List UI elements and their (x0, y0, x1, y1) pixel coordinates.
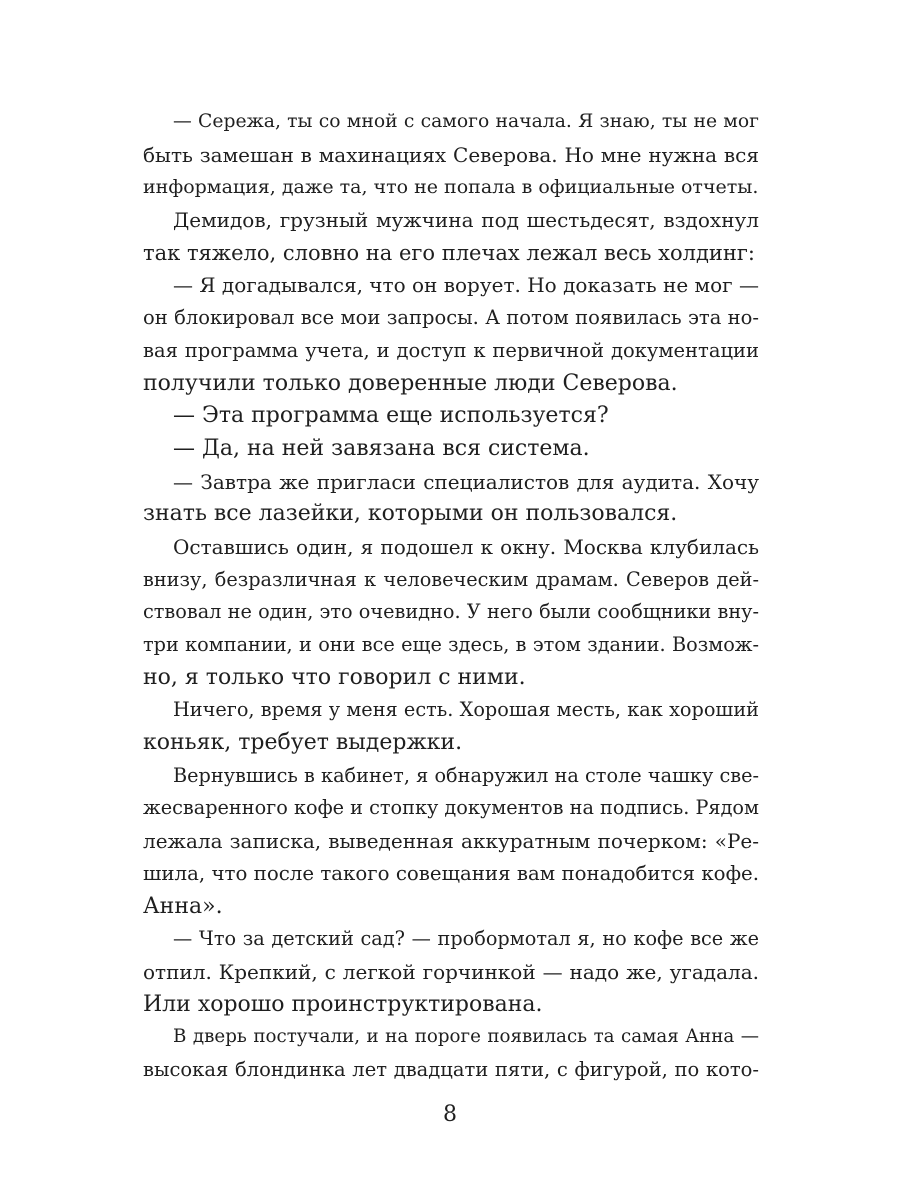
text-line: вая программа учета, и доступ к первичной документации (143, 338, 759, 362)
text-line: — Я догадывался, что он ворует. Но доказать не мог — (173, 273, 759, 298)
text-line: шила, что после такого совещания вам понадобится кофе. (143, 861, 759, 885)
body-text (143, 106, 759, 1087)
text-line: знать все лазейки, которыми он пользовался. (143, 501, 678, 527)
text-line: внизу, безразличная к человеческим драмам. Северов дей- (143, 567, 759, 591)
text-line: — Что за детский сад? — пробормотал я, но кофе все же (173, 927, 759, 951)
text-line: — Эта программа еще используется? (173, 403, 609, 429)
text-line: Вернувшись в кабинет, я обнаружил на столе чашку све- (173, 763, 759, 787)
text-line: отпил. Крепкий, с легкой горчинкой — надо же, угадала. (143, 959, 759, 984)
text-line: информация, даже та, что не попала в официальные отчеты. (143, 176, 759, 199)
text-line: ствовал не один, это очевидно. У него были сообщники вну- (143, 600, 759, 624)
text-line: получили только доверенные люди Северова. (143, 370, 678, 396)
text-line: высокая блондинка лет двадцати пяти, с фигурой, по кото- (143, 1057, 759, 1081)
text-line: — Завтра же пригласи специалистов для аудита. Хочу (173, 469, 759, 494)
text-line: В дверь постучали, и на пороге появилась та самая Анна — (173, 1026, 759, 1048)
page-number: 8 (443, 1102, 457, 1127)
text-line: Ничего, время у меня есть. Хорошая месть, как хороший (173, 698, 759, 722)
text-line: так тяжело, словно на его плечах лежал весь холдинг: (143, 240, 755, 265)
text-line: Анна». (143, 893, 223, 919)
text-line: лежала записка, выведенная аккуратным почерком: «Ре- (143, 829, 759, 854)
text-line: — Сережа, ты со мной с самого начала. Я знаю, ты не мог (173, 111, 759, 132)
text-line: жесваренного кофе и стопку документов на подпись. Рядом (143, 796, 759, 820)
text-line: три компании, и они все еще здесь, в этом здании. Возмож- (143, 633, 759, 656)
text-line: Оставшись один, я подошел к окну. Москва клубилась (173, 534, 759, 559)
text-line: он блокировал все мои запросы. А потом появилась эта но- (143, 306, 759, 330)
text-line: быть замешан в махинациях Северова. Но мне нужна вся (143, 142, 759, 167)
text-line: — Да, на ней завязана вся система. (173, 435, 590, 461)
text-line: но, я только что говорил с ними. (143, 664, 526, 690)
text-line: Демидов, грузный мужчина под шестьдесят, вздохнул (173, 208, 759, 233)
text-line: коньяк, требует выдержки. (143, 730, 463, 756)
text-line: Или хорошо проинструктирована. (143, 991, 543, 1017)
